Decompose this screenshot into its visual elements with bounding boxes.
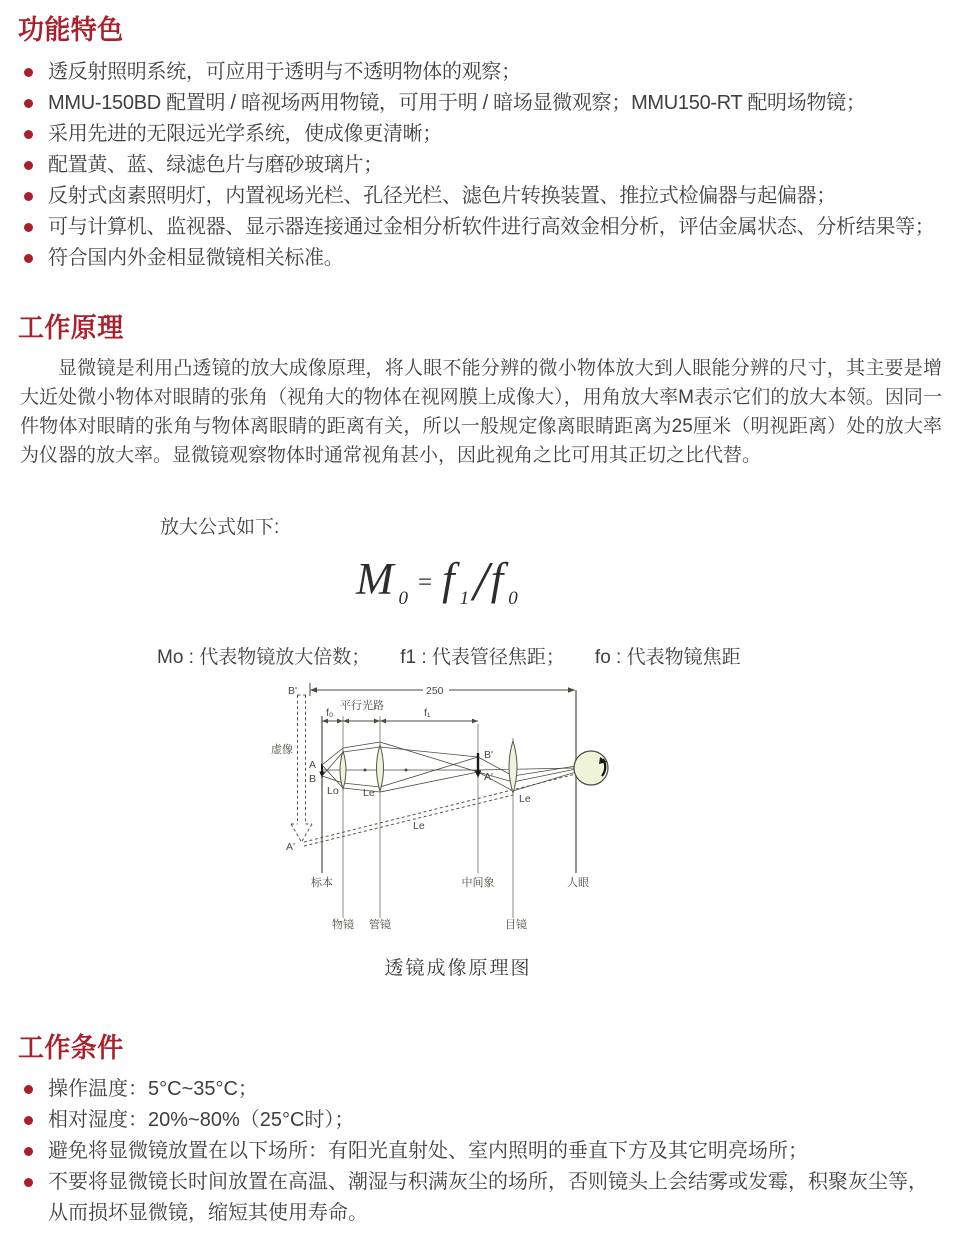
list-item [24,88,944,119]
bullet-dot-icon [24,130,33,139]
eyepiece-label: 目镜 [505,919,527,931]
formula-M-sub: 0 [398,588,408,609]
virtual-image-arrow [271,695,312,853]
feature-text: 反射式卤素照明灯，内置视场光栏、孔径光栏、滤色片转换装置、推拉式检偏器与起偏器； [48,185,836,207]
bullet-dot-icon [24,99,33,108]
lens-diagram-svg [258,676,658,940]
lens-imaging-diagram [258,676,658,940]
legend-f1: f1 : 代表管径焦距； [400,647,565,668]
bullet-dot-icon [24,192,33,201]
bullet-dot-icon [24,161,33,170]
bullet-dot-icon [24,68,33,77]
condition-text: 不要将显微镜长时间放置在高温、潮湿与积满灰尘的场所，否则镜头上会结雾或发霉，积聚灰尘等，从而损坏显微镜，缩短其使用寿命。 [48,1171,928,1224]
b-prime-top-label: B' [288,685,298,697]
bullet-dot-icon [24,1178,33,1187]
condition-text: 操作温度：5°C~35°C； [48,1078,258,1100]
human-eye-label: 人眼 [567,877,589,889]
feature-text: 配置黄、蓝、绿滤色片与磨砂玻璃片； [48,154,383,176]
component-labels [311,875,589,931]
list-item [24,212,944,243]
bullet-dot-icon [24,1116,33,1125]
principle-section-title: 工作原理 [18,313,124,343]
legend-mo: Mo : 代表物镜放大倍数； [157,647,371,668]
formula-f0: f [490,554,504,604]
f0-label: f₀ [326,707,334,719]
human-eye-figure [574,751,608,785]
le-eyepiece-label: Le [519,793,531,805]
a-virtual-label: A' [286,841,296,853]
list-item [24,1167,944,1229]
dim-250-label: 250 [426,685,444,697]
list-item [24,119,944,150]
formula-f1: f [442,554,455,604]
formula-slash: / [473,551,489,613]
condition-text: 相对湿度：20%~80%（25°C时）； [48,1109,355,1131]
formula-legend [157,642,741,669]
legend-fo: fo : 代表物镜焦距 [594,647,741,668]
formula-M: M [356,554,394,604]
le-tube-label: Le [363,787,375,799]
virtual-image-label: 虚像 [271,744,293,756]
le-virtual-label: Le [413,820,425,832]
dimension-250 [288,683,575,697]
features-section-title: 功能特色 [18,15,124,45]
point-a-label: A [309,759,317,771]
diagram-caption: 透镜成像原理图 [384,958,532,979]
list-item [24,181,944,212]
formula-f0-sub: 0 [508,588,518,609]
conditions-list [24,1074,944,1229]
magnification-formula [356,548,518,613]
list-item [24,1136,944,1167]
list-item [24,1105,944,1136]
bullet-dot-icon [24,223,33,232]
feature-text: 符合国内外金相显微镜相关标准。 [48,247,344,269]
condition-text: 避免将显微镜放置在以下场所：有阳光直射处、室内照明的垂直下方及其它明亮场所； [48,1140,808,1162]
objective-label: 物镜 [332,919,354,931]
principle-paragraph: 显微镜是利用凸透镜的放大成像原理，将人眼不能分辨的微小物体放大到人眼能分辨的尺寸，其主要是增大近处微小物体对眼睛的张角（视角大的物体在视网膜上成像大），用角放大率M表示它们的放大本领。因同一件物体对眼睛的张角与物体离眼睛的距离有关，所以一般规定像离眼睛距离为25厘米（明视距离）处的放大率为仪器的放大率。显微镜观察物体时通常视角甚小，因此视角之比可用其正切之比代替。 [20,358,942,466]
list-item [24,57,944,88]
feature-text: 可与计算机、监视器、显示器连接通过金相分析软件进行高效金相分析，评估金属状态、分析结果等； [48,216,935,238]
conditions-section-title: 工作条件 [18,1033,124,1063]
list-item [24,150,944,181]
formula-f1-sub: 1 [459,588,470,609]
list-item [24,1074,944,1105]
bullet-dot-icon [24,254,33,263]
specimen-label: 标本 [311,877,333,889]
b-prime-label: B' [484,749,494,761]
lo-label: Lo [327,785,339,797]
focal-dimensions [322,698,478,723]
f1-label: f₁ [424,707,431,719]
optical-plane-lines [322,690,576,918]
parallel-path-label: 平行光路 [340,700,384,712]
features-list [24,57,944,274]
tube-lens [363,745,384,799]
tube-lens-label: 管镜 [369,919,391,931]
list-item [24,243,944,274]
light-rays [322,742,602,792]
intermediate-image-label: 中间象 [461,877,495,889]
a-prime-label: A' [484,771,494,783]
bullet-dot-icon [24,1147,33,1156]
bullet-dot-icon [24,1085,33,1094]
feature-text: 透反射照明系统，可应用于透明与不透明物体的观察； [48,61,521,83]
point-b-label: B [309,773,317,785]
formula-equals: = [418,569,433,596]
virtual-sight-lines [304,774,576,846]
feature-text: MMU-150BD 配置明 / 暗视场两用物镜，可用于明 / 暗场显微观察；MMU150-RT 配明场物镜； [48,92,866,114]
formula-intro: 放大公式如下: [160,517,280,538]
feature-text: 采用先进的无限远光学系统，使成像更清晰； [48,123,442,145]
